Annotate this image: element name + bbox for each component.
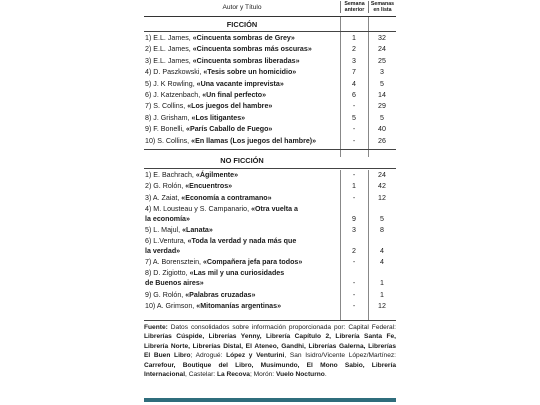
source-adrogue-stores: López y Venturini [226,352,285,360]
weeks-on-list-value: 5 [380,214,384,223]
prev-week-value: - [352,279,356,288]
entry-book-title: «Palabras cruzadas» [185,290,256,299]
entry-book-title: «París Caballo de Fuego» [186,125,273,134]
entry-book-title: la economía» [145,214,190,223]
prev-week-value: - [352,290,356,299]
entry-book-title: «Encuentros» [185,182,233,191]
entry-text [145,269,339,279]
table-row [144,291,396,301]
entry-book-title: «Los litigantes» [191,113,246,122]
source-separator: ; Adrogué: [190,352,227,360]
weeks-on-list-value: 1 [380,279,384,288]
entry-text [145,137,339,147]
entry-author: 3) A. Zaiat, [145,193,182,202]
source-end: . [324,371,327,379]
entry-text [145,258,339,268]
prev-week-value: 9 [352,214,356,223]
entry-book-title: «Un final perfecto» [202,91,267,99]
entry-text [145,302,339,312]
prev-week-value: - [352,102,356,111]
entry-text [145,45,339,55]
entry-author: 5) L. Majul, [145,225,183,234]
entry-book-title: «Compañera jefa para todos» [202,258,303,267]
prev-week-value: 3 [352,225,356,234]
entry-author: 8) J. Grisham, [145,113,192,122]
prev-week-value: 5 [352,113,356,122]
entry-text [145,34,339,44]
table-row [144,269,396,289]
weeks-on-list-value: 32 [378,34,386,42]
table-header [144,0,396,17]
section-rule [144,149,396,150]
header-title: Autor y Título [222,4,262,11]
entry-text [145,291,339,301]
entry-author: 10) S. Collins, [145,136,192,145]
entry-text [145,182,339,192]
weeks-on-list-value: 5 [380,79,384,88]
entry-author: 6) L.Ventura, [145,237,188,246]
source-intro: Datos consolidados sobre información proporcionada por: Capital Federal: [167,324,396,331]
entry-book-title: «Los juegos del hambre» [187,102,273,111]
header-prev-week: Semana anterior [340,1,368,13]
prev-week-value: 2 [352,45,356,54]
prev-week-value: 1 [352,34,356,42]
entry-author: 1) E. Bachrach, [145,171,196,179]
entry-book-title: «Cincuenta sombras de Grey» [192,34,295,42]
source-separator: , San Isidro/Vicente López/Martínez: [284,352,397,360]
entry-book-title: «Las mil y una curiosidades [189,269,285,278]
weeks-on-list-value: 4 [380,246,384,255]
weeks-on-list-value: 12 [378,193,386,202]
entry-author: 9) G. Rolón, [145,290,186,299]
entry-author: 5) J. K Rowling, [145,79,197,88]
section-rule [144,320,396,321]
source-sanisidro-stores: Carrefour, Boutique del Libro, Musimundo, El Mono Sabio, Librería Internacional [144,361,396,379]
entry-text [145,194,339,204]
entry-author: 7) A. Borensztein, [145,258,203,267]
weeks-on-list-value: 14 [378,91,386,99]
entry-author: 2) E.L. James, [145,45,193,54]
source-moron-stores: Vuelo Nocturno [275,371,325,379]
entry-book-title: «Cincuenta sombras liberadas» [192,56,300,65]
prev-week-value: - [352,301,356,310]
weeks-on-list-value: 3 [380,68,384,77]
source-capital-stores: Librerías Cúspide, Librerías Yenny, Librería Capítulo 2, Librería Santa Fe, Librería Norte, Librerías Distal, El Ateneo, Gandhi, Librerías Galerna, Librerías El Buen Libro [144,333,396,360]
entry-text [145,237,339,247]
section-rule [144,31,396,32]
entry-book-title: «Otra vuelta a [251,204,298,213]
entry-text [145,215,339,225]
entry-author: 2) G. Rolón, [145,182,186,191]
entry-author: 4) D. Paszkowski, [145,68,204,77]
entry-author: 6) J. Katzenbach, [145,91,203,99]
weeks-on-list-value: 24 [378,171,386,179]
entry-author: 9) F. Bonelli, [145,125,187,134]
table-row [144,258,396,268]
entry-text [145,247,339,257]
entry-author: 3) E.L. James, [145,56,193,65]
table-row [144,205,396,225]
entry-text [145,279,339,289]
fiction-section-title: FICCIÓN [226,20,258,29]
entry-author: 8) D. Zigiotto, [145,269,190,278]
source-castelar-stores: La Recova [216,371,250,379]
entry-author: 1) E.L. James, [145,34,193,42]
source-separator: ; Morón: [249,371,276,379]
entry-book-title: «Cincuenta sombras más oscuras» [192,45,312,54]
nonfiction-section-title: NO FICCIÓN [220,156,264,165]
entry-text [145,91,339,101]
entry-book-title: «Economía a contramano» [181,193,272,202]
entry-text [145,114,339,124]
prev-week-value: - [352,125,356,134]
entry-book-title: «Una vacante imprevista» [196,79,284,88]
prev-week-value: 4 [352,79,356,88]
source-note [144,323,396,379]
entry-book-title: «Mitomanías argentinas» [196,301,282,310]
table-row [144,182,396,192]
entry-book-title: «Ágilmente» [195,171,239,179]
accent-bar [144,398,396,402]
entry-book-title: «En llamas (Los juegos del hambre)» [191,136,317,145]
entry-text [145,68,339,78]
weeks-on-list-value: 8 [380,225,384,234]
weeks-on-list-value: 5 [380,113,384,122]
table-row [144,237,396,257]
entry-author: 7) S. Collins, [145,102,188,111]
prev-week-value: 7 [352,68,356,77]
weeks-on-list-value: 26 [378,136,386,145]
entry-book-title: la verdad» [145,246,181,255]
entry-book-title: de Buenos aires» [145,279,204,288]
prev-week-value: 6 [352,91,356,99]
weeks-on-list-value: 1 [380,290,384,299]
bestseller-list [144,0,396,405]
entry-text [145,125,339,135]
weeks-on-list-value: 12 [378,301,386,310]
prev-week-value: - [352,171,356,179]
section-rule [144,168,396,169]
entry-book-title: «Lanata» [182,225,213,234]
weeks-on-list-value: 25 [378,56,386,65]
table-row [144,226,396,236]
table-row [144,194,396,204]
prev-week-value: 2 [352,246,356,255]
entry-text [145,57,339,67]
entry-text [145,80,339,90]
entry-book-title: «Tesis sobre un homicidio» [203,68,297,77]
entry-author: 10) A. Grimson, [145,301,197,310]
entry-book-title: «Toda la verdad y nada más que [187,237,297,246]
prev-week-value: - [352,136,356,145]
weeks-on-list-value: 42 [378,182,386,191]
source-label: Fuente: [144,324,168,331]
prev-week-value: 1 [352,182,356,191]
weeks-on-list-value: 24 [378,45,386,54]
entry-text [145,226,339,236]
prev-week-value: - [352,193,356,202]
source-separator: , Castelar: [185,371,217,379]
table-row [144,302,396,312]
weeks-on-list-value: 4 [380,258,384,267]
entry-author: 4) M. Lousteau y S. Campanario, [145,204,252,213]
header-weeks-on-list: Semanas en lista [368,1,396,13]
weeks-on-list-value: 29 [378,102,386,111]
weeks-on-list-value: 40 [378,125,386,134]
prev-week-value: 3 [352,56,356,65]
entry-text [145,171,339,181]
entry-text [145,102,339,112]
prev-week-value: - [352,258,356,267]
entry-text [145,205,339,215]
table-row [144,171,396,181]
